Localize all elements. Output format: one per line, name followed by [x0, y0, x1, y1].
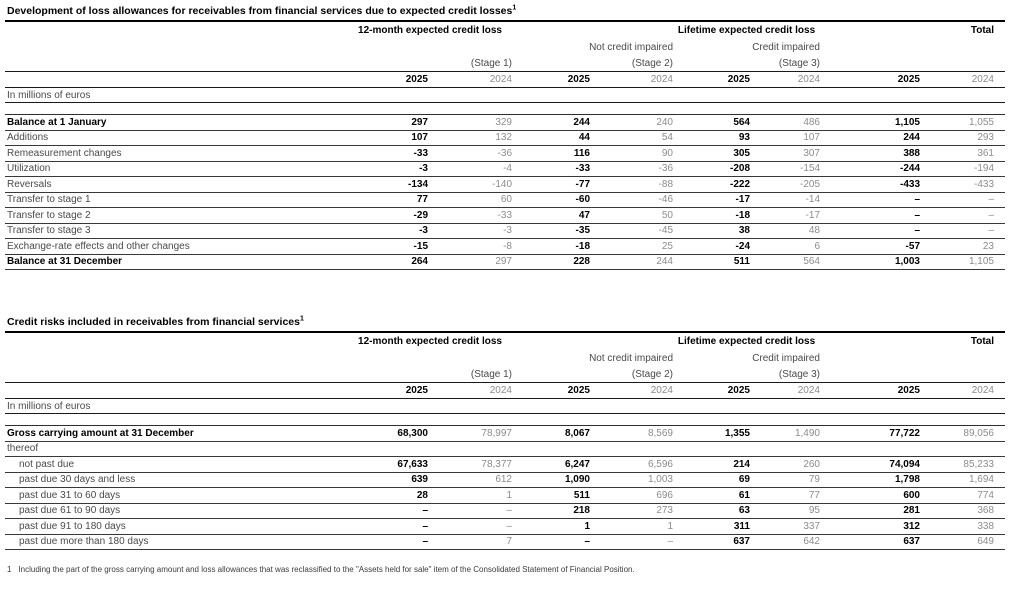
year-header: 2025	[512, 72, 590, 88]
cell-value: –	[348, 519, 428, 535]
cell-value: –	[920, 223, 1005, 239]
cell-value: 38	[673, 223, 750, 239]
cell-value: 1,355	[673, 426, 750, 442]
table-row	[5, 130, 1005, 146]
cell-value: 95	[750, 503, 820, 519]
col-stage-3: (Stage 3)	[673, 55, 820, 72]
cell-value: 281	[820, 503, 920, 519]
cell-value: 1,055	[920, 115, 1005, 131]
table-section-credit-risks	[5, 314, 1005, 550]
cell-value: 93	[673, 130, 750, 146]
cell-value: 116	[512, 146, 590, 162]
row-label: past due 91 to 180 days	[5, 519, 348, 535]
cell-value: 368	[920, 503, 1005, 519]
col-sub-credit-impaired: Credit impaired	[752, 352, 820, 364]
cell-value: -35	[512, 223, 590, 239]
table-row	[5, 254, 1005, 270]
cell-value: –	[920, 192, 1005, 208]
row-label: past due 30 days and less	[5, 472, 348, 488]
cell-value: 244	[590, 254, 673, 270]
cell-value: 240	[590, 115, 673, 131]
header-subgroup-row	[5, 350, 1005, 366]
cell-value: 78,377	[428, 457, 512, 473]
year-header: 2025	[820, 383, 920, 399]
cell-value: 637	[820, 534, 920, 550]
cell-value: 244	[512, 115, 590, 131]
cell-value: 77	[348, 192, 428, 208]
cell-value	[428, 441, 512, 457]
table-row	[5, 223, 1005, 239]
cell-value: -46	[590, 192, 673, 208]
row-label: Additions	[5, 130, 348, 146]
table-row	[5, 519, 1005, 535]
cell-value: 218	[512, 503, 590, 519]
cell-value	[512, 441, 590, 457]
cell-value: -36	[590, 161, 673, 177]
loss-allowances-table	[5, 22, 1005, 270]
cell-value: -433	[820, 177, 920, 193]
year-header: 2024	[920, 72, 1005, 88]
cell-value: 69	[673, 472, 750, 488]
footnote-ref-icon: 1	[512, 4, 517, 12]
col-stage-1: (Stage 1)	[348, 366, 512, 383]
year-header: 2024	[590, 72, 673, 88]
footnote	[7, 565, 1005, 574]
cell-value: 47	[512, 208, 590, 224]
row-label: Balance at 31 December	[5, 254, 348, 270]
row-label: Gross carrying amount at 31 December	[5, 426, 348, 442]
table-title	[5, 3, 1005, 22]
cell-value: 61	[673, 488, 750, 504]
cell-value: 1,003	[820, 254, 920, 270]
cell-value: 1	[512, 519, 590, 535]
cell-value: 54	[590, 130, 673, 146]
cell-value: -24	[673, 239, 750, 255]
cell-value: 68,300	[348, 426, 428, 442]
cell-value: -8	[428, 239, 512, 255]
row-label: Transfer to stage 3	[5, 223, 348, 239]
cell-value	[750, 441, 820, 457]
cell-value: –	[920, 208, 1005, 224]
cell-value: 79	[750, 472, 820, 488]
year-header: 2024	[428, 383, 512, 399]
cell-value: –	[428, 519, 512, 535]
table-row	[5, 472, 1005, 488]
cell-value: 307	[750, 146, 820, 162]
spacer-row	[5, 103, 1005, 115]
year-header: 2024	[750, 383, 820, 399]
cell-value: -244	[820, 161, 920, 177]
row-label: Remeasurement changes	[5, 146, 348, 162]
table-title-text: Development of loss allowances for receivables from financial services due to expected credit losses	[7, 5, 513, 17]
table-title-text: Credit risks included in receivables from financial services	[7, 316, 300, 328]
header-years-row	[5, 383, 1005, 399]
footnote-text: Including the part of the gross carrying amount and loss allowances that was reclassified to the "Assets held for sale" item of the Consolidated Statement of Financial Position.	[18, 565, 635, 574]
cell-value: 637	[673, 534, 750, 550]
table-title	[5, 314, 1005, 333]
col-group-total: Total	[970, 25, 994, 36]
cell-value: -134	[348, 177, 428, 193]
col-stage-3: (Stage 3)	[673, 366, 820, 383]
table-row	[5, 208, 1005, 224]
row-label: Balance at 1 January	[5, 115, 348, 131]
cell-value: 244	[820, 130, 920, 146]
cell-value: 67,633	[348, 457, 428, 473]
cell-value: 612	[428, 472, 512, 488]
cell-value: 312	[820, 519, 920, 535]
header-stage-row	[5, 55, 1005, 72]
year-header: 2025	[673, 72, 750, 88]
footnote-marker: 1	[7, 565, 12, 574]
cell-value: 329	[428, 115, 512, 131]
cell-value: -17	[750, 208, 820, 224]
col-group-total: Total	[970, 336, 994, 347]
cell-value: 388	[820, 146, 920, 162]
cell-value: -4	[428, 161, 512, 177]
cell-value: 77	[750, 488, 820, 504]
cell-value: 293	[920, 130, 1005, 146]
col-group-12-month: 12-month expected credit loss	[358, 336, 502, 347]
year-header: 2025	[348, 72, 428, 88]
row-label: Reversals	[5, 177, 348, 193]
cell-value: -3	[348, 223, 428, 239]
cell-value: 89,056	[920, 426, 1005, 442]
cell-value: 77,722	[820, 426, 920, 442]
cell-value: 48	[750, 223, 820, 239]
col-group-lifetime: Lifetime expected credit loss	[677, 25, 816, 36]
cell-value: 50	[590, 208, 673, 224]
col-sub-not-credit-impaired: Not credit impaired	[589, 41, 673, 53]
header-years-row	[5, 72, 1005, 88]
cell-value: -33	[348, 146, 428, 162]
cell-value: -88	[590, 177, 673, 193]
cell-value: 600	[820, 488, 920, 504]
cell-value: –	[820, 208, 920, 224]
cell-value: –	[348, 534, 428, 550]
cell-value: 7	[428, 534, 512, 550]
table-row	[5, 488, 1005, 504]
table-row	[5, 534, 1005, 550]
table-row	[5, 192, 1005, 208]
cell-value: 264	[348, 254, 428, 270]
cell-value: 311	[673, 519, 750, 535]
col-stage-2: (Stage 2)	[512, 55, 673, 72]
row-label: past due more than 180 days	[5, 534, 348, 550]
year-header: 2024	[590, 383, 673, 399]
cell-value: 63	[673, 503, 750, 519]
cell-value: -205	[750, 177, 820, 193]
table-row	[5, 115, 1005, 131]
col-stage-2: (Stage 2)	[512, 366, 673, 383]
spacer-row	[5, 414, 1005, 426]
row-label: Utilization	[5, 161, 348, 177]
cell-value: 60	[428, 192, 512, 208]
cell-value: 228	[512, 254, 590, 270]
row-label: thereof	[5, 441, 348, 457]
footnote-ref-icon: 1	[299, 315, 304, 323]
cell-value: 25	[590, 239, 673, 255]
cell-value: 78,997	[428, 426, 512, 442]
cell-value: -18	[673, 208, 750, 224]
cell-value	[920, 441, 1005, 457]
cell-value: 1,090	[512, 472, 590, 488]
cell-value: 649	[920, 534, 1005, 550]
cell-value: 8,569	[590, 426, 673, 442]
cell-value: –	[428, 503, 512, 519]
table-row	[5, 426, 1005, 442]
cell-value	[348, 441, 428, 457]
cell-value: -77	[512, 177, 590, 193]
cell-value	[820, 441, 920, 457]
cell-value: 337	[750, 519, 820, 535]
cell-value	[673, 441, 750, 457]
credit-risks-table	[5, 333, 1005, 550]
cell-value: -45	[590, 223, 673, 239]
cell-value: –	[348, 503, 428, 519]
cell-value: 642	[750, 534, 820, 550]
year-header: 2024	[750, 72, 820, 88]
cell-value: 1,694	[920, 472, 1005, 488]
table-row	[5, 146, 1005, 162]
cell-value: -194	[920, 161, 1005, 177]
cell-value: 6	[750, 239, 820, 255]
cell-value: 361	[920, 146, 1005, 162]
table-row	[5, 177, 1005, 193]
cell-value: -17	[673, 192, 750, 208]
cell-value: 90	[590, 146, 673, 162]
cell-value: 696	[590, 488, 673, 504]
cell-value: –	[820, 192, 920, 208]
cell-value: –	[512, 534, 590, 550]
col-sub-not-credit-impaired: Not credit impaired	[589, 352, 673, 364]
header-group-row	[5, 333, 1005, 350]
cell-value: 132	[428, 130, 512, 146]
cell-value: 297	[348, 115, 428, 131]
cell-value: 85,233	[920, 457, 1005, 473]
cell-value: 107	[750, 130, 820, 146]
cell-value: 260	[750, 457, 820, 473]
cell-value: 273	[590, 503, 673, 519]
cell-value: -140	[428, 177, 512, 193]
cell-value: -3	[348, 161, 428, 177]
cell-value	[590, 441, 673, 457]
cell-value: 6,247	[512, 457, 590, 473]
cell-value: -14	[750, 192, 820, 208]
cell-value: -154	[750, 161, 820, 177]
cell-value: -18	[512, 239, 590, 255]
cell-value: 486	[750, 115, 820, 131]
cell-value: 511	[673, 254, 750, 270]
cell-value: -15	[348, 239, 428, 255]
units-row	[5, 88, 1005, 103]
cell-value: 338	[920, 519, 1005, 535]
cell-value: -60	[512, 192, 590, 208]
year-header: 2024	[920, 383, 1005, 399]
units-label: In millions of euros	[5, 88, 1005, 103]
year-header: 2025	[512, 383, 590, 399]
cell-value: 74,094	[820, 457, 920, 473]
cell-value: -433	[920, 177, 1005, 193]
row-label: past due 61 to 90 days	[5, 503, 348, 519]
cell-value: 511	[512, 488, 590, 504]
cell-value: -57	[820, 239, 920, 255]
cell-value: 6,596	[590, 457, 673, 473]
year-header: 2024	[428, 72, 512, 88]
table-row	[5, 441, 1005, 457]
table-section-loss-allowances	[5, 3, 1005, 270]
year-header: 2025	[673, 383, 750, 399]
col-group-12-month: 12-month expected credit loss	[358, 25, 502, 36]
units-label: In millions of euros	[5, 399, 1005, 414]
cell-value: 305	[673, 146, 750, 162]
cell-value: –	[820, 223, 920, 239]
cell-value: -29	[348, 208, 428, 224]
cell-value: 564	[673, 115, 750, 131]
row-label: Exchange-rate effects and other changes	[5, 239, 348, 255]
row-label: Transfer to stage 2	[5, 208, 348, 224]
cell-value: -222	[673, 177, 750, 193]
table-row	[5, 239, 1005, 255]
cell-value: 44	[512, 130, 590, 146]
cell-value: -33	[428, 208, 512, 224]
cell-value: 1,798	[820, 472, 920, 488]
table-row	[5, 161, 1005, 177]
cell-value: 297	[428, 254, 512, 270]
cell-value: 564	[750, 254, 820, 270]
cell-value: 1	[428, 488, 512, 504]
cell-value: 1,003	[590, 472, 673, 488]
cell-value: 23	[920, 239, 1005, 255]
cell-value: -36	[428, 146, 512, 162]
row-label: not past due	[5, 457, 348, 473]
header-group-row	[5, 22, 1005, 39]
row-label: Transfer to stage 1	[5, 192, 348, 208]
cell-value: 1,105	[920, 254, 1005, 270]
col-stage-1: (Stage 1)	[348, 55, 512, 72]
cell-value: -33	[512, 161, 590, 177]
financial-report-page	[5, 3, 1005, 574]
table-row	[5, 457, 1005, 473]
cell-value: -3	[428, 223, 512, 239]
units-row	[5, 399, 1005, 414]
header-stage-row	[5, 366, 1005, 383]
cell-value: 774	[920, 488, 1005, 504]
year-header: 2025	[348, 383, 428, 399]
header-subgroup-row	[5, 39, 1005, 55]
row-label: past due 31 to 60 days	[5, 488, 348, 504]
col-group-lifetime: Lifetime expected credit loss	[677, 336, 816, 347]
cell-value: -208	[673, 161, 750, 177]
table-row	[5, 503, 1005, 519]
cell-value: 28	[348, 488, 428, 504]
cell-value: 1	[590, 519, 673, 535]
year-header: 2025	[820, 72, 920, 88]
cell-value: 639	[348, 472, 428, 488]
cell-value: 1,490	[750, 426, 820, 442]
cell-value: 8,067	[512, 426, 590, 442]
cell-value: 1,105	[820, 115, 920, 131]
col-sub-credit-impaired: Credit impaired	[752, 41, 820, 53]
cell-value: 107	[348, 130, 428, 146]
cell-value: –	[590, 534, 673, 550]
cell-value: 214	[673, 457, 750, 473]
